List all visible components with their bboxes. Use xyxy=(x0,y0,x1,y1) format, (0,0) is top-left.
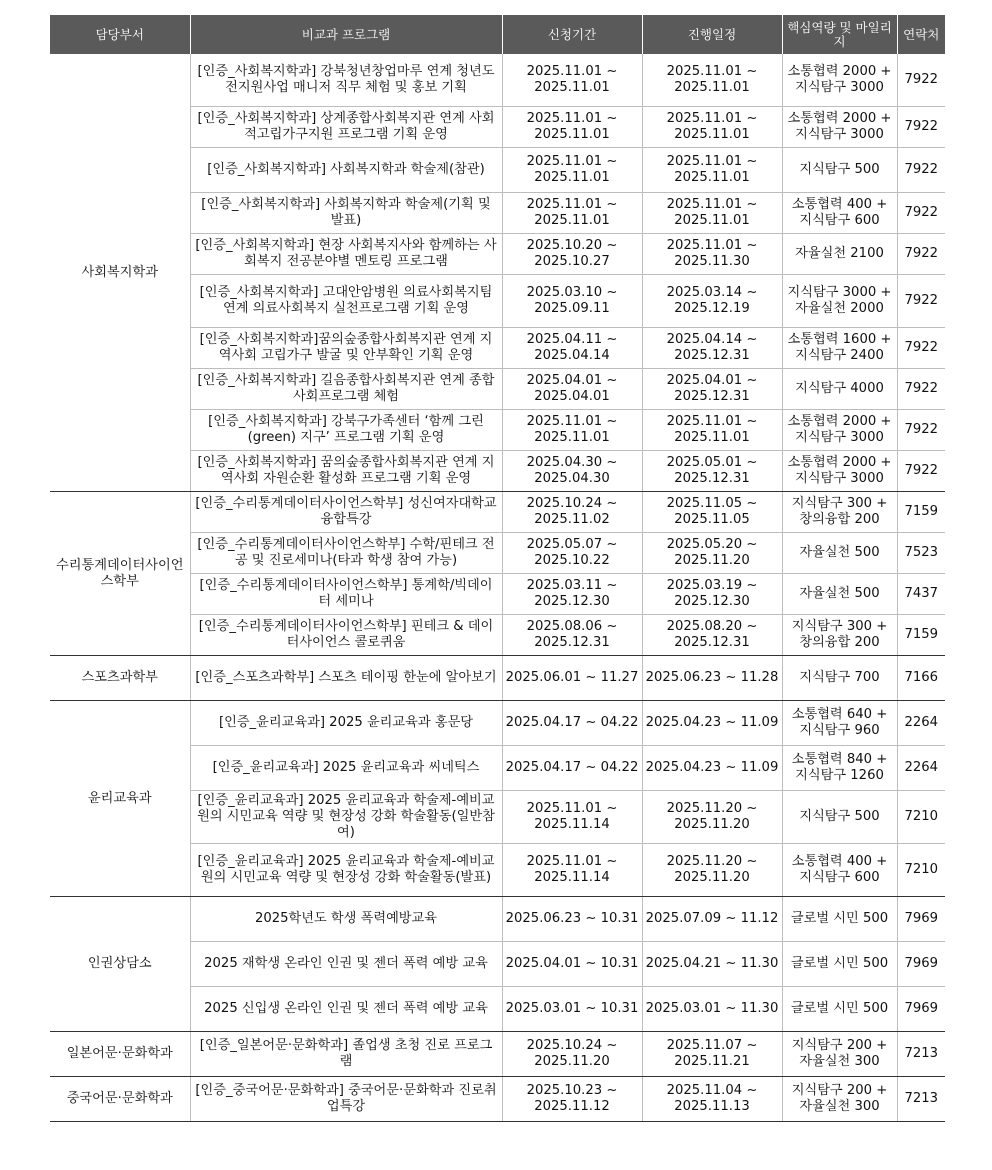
contact-cell: 2264 xyxy=(897,701,945,746)
schedule-cell: 2025.11.20 ~ 2025.11.20 xyxy=(642,791,782,844)
contact-cell: 7213 xyxy=(897,1077,945,1122)
program-cell: [인증_윤리교육과] 2025 윤리교육과 홍문당 xyxy=(190,701,502,746)
competency-cell: 소통협력 400 + 지식탐구 600 xyxy=(782,193,897,234)
schedule-cell: 2025.11.01 ~ 2025.11.01 xyxy=(642,54,782,107)
apply-period-cell: 2025.11.01 ~ 2025.11.01 xyxy=(502,54,642,107)
apply-period-cell: 2025.04.11 ~ 2025.04.14 xyxy=(502,328,642,369)
contact-cell: 7922 xyxy=(897,275,945,328)
schedule-cell: 2025.04.23 ~ 11.09 xyxy=(642,746,782,791)
table-body xyxy=(50,54,945,1122)
competency-cell: 소통협력 2000 + 지식탐구 3000 xyxy=(782,451,897,492)
table-row xyxy=(50,492,945,533)
schedule-cell: 2025.04.21 ~ 11.30 xyxy=(642,942,782,987)
competency-cell: 글로벌 시민 500 xyxy=(782,942,897,987)
schedule-cell: 2025.03.14 ~ 2025.12.19 xyxy=(642,275,782,328)
apply-period-cell: 2025.10.24 ~ 2025.11.20 xyxy=(502,1032,642,1077)
contact-cell: 7922 xyxy=(897,234,945,275)
competency-cell: 자율실천 500 xyxy=(782,533,897,574)
header-schedule: 진행일정 xyxy=(642,15,782,54)
competency-cell: 소통협력 640 + 지식탐구 960 xyxy=(782,701,897,746)
program-cell: [인증_수리통계데이터사이언스학부] 통계학/빅데이터 세미나 xyxy=(190,574,502,615)
apply-period-cell: 2025.03.01 ~ 10.31 xyxy=(502,987,642,1032)
program-cell: [인증_사회복지학과] 사회복지학과 학술제(참관) xyxy=(190,148,502,193)
contact-cell: 7523 xyxy=(897,533,945,574)
dept-cell: 스포츠과학부 xyxy=(50,656,190,701)
competency-cell: 지식탐구 200 + 자율실천 300 xyxy=(782,1032,897,1077)
schedule-cell: 2025.04.23 ~ 11.09 xyxy=(642,701,782,746)
competency-cell: 글로벌 시민 500 xyxy=(782,897,897,942)
schedule-cell: 2025.11.05 ~ 2025.11.05 xyxy=(642,492,782,533)
table-row xyxy=(50,54,945,107)
apply-period-cell: 2025.04.01 ~ 10.31 xyxy=(502,942,642,987)
schedule-cell: 2025.05.20 ~ 2025.11.20 xyxy=(642,533,782,574)
table-row xyxy=(50,1077,945,1122)
contact-cell: 7922 xyxy=(897,193,945,234)
apply-period-cell: 2025.11.01 ~ 2025.11.14 xyxy=(502,844,642,897)
schedule-cell: 2025.07.09 ~ 11.12 xyxy=(642,897,782,942)
contact-cell: 7166 xyxy=(897,656,945,701)
apply-period-cell: 2025.10.20 ~ 2025.10.27 xyxy=(502,234,642,275)
schedule-cell: 2025.11.07 ~ 2025.11.21 xyxy=(642,1032,782,1077)
apply-period-cell: 2025.10.23 ~ 2025.11.12 xyxy=(502,1077,642,1122)
apply-period-cell: 2025.04.01 ~ 2025.04.01 xyxy=(502,369,642,410)
competency-cell: 소통협력 1600 + 지식탐구 2400 xyxy=(782,328,897,369)
competency-cell: 소통협력 2000 + 지식탐구 3000 xyxy=(782,410,897,451)
header-competency: 핵심역량 및 마일리지 xyxy=(782,15,897,54)
apply-period-cell: 2025.11.01 ~ 2025.11.01 xyxy=(502,193,642,234)
contact-cell: 7922 xyxy=(897,451,945,492)
apply-period-cell: 2025.04.30 ~ 2025.04.30 xyxy=(502,451,642,492)
program-cell: [인증_일본어문·문화학과] 졸업생 초청 진로 프로그램 xyxy=(190,1032,502,1077)
contact-cell: 7922 xyxy=(897,410,945,451)
header-contact: 연락처 xyxy=(897,15,945,54)
apply-period-cell: 2025.11.01 ~ 2025.11.01 xyxy=(502,410,642,451)
program-cell: [인증_사회복지학과]꿈의숲종합사회복지관 연계 지역사회 고립가구 발굴 및 안부확인 기획 운영 xyxy=(190,328,502,369)
program-cell: 2025 재학생 온라인 인권 및 젠더 폭력 예방 교육 xyxy=(190,942,502,987)
competency-cell: 지식탐구 4000 xyxy=(782,369,897,410)
schedule-cell: 2025.11.01 ~ 2025.11.01 xyxy=(642,148,782,193)
apply-period-cell: 2025.03.10 ~ 2025.09.11 xyxy=(502,275,642,328)
program-cell: [인증_수리통계데이터사이언스학부] 핀테크 & 데이터사이언스 콜로퀴움 xyxy=(190,615,502,656)
apply-period-cell: 2025.04.17 ~ 04.22 xyxy=(502,701,642,746)
schedule-cell: 2025.11.01 ~ 2025.11.01 xyxy=(642,410,782,451)
apply-period-cell: 2025.11.01 ~ 2025.11.14 xyxy=(502,791,642,844)
dept-cell: 수리통계데이터사이언스학부 xyxy=(50,492,190,656)
program-cell: [인증_사회복지학과] 고대안암병원 의료사회복지팀 연계 의료사회복지 실천프로그램 기획 운영 xyxy=(190,275,502,328)
apply-period-cell: 2025.04.17 ~ 04.22 xyxy=(502,746,642,791)
contact-cell: 7210 xyxy=(897,791,945,844)
table-row xyxy=(50,701,945,746)
dept-cell: 일본어문·문화학과 xyxy=(50,1032,190,1077)
dept-cell: 인권상담소 xyxy=(50,897,190,1032)
program-cell: [인증_사회복지학과] 현장 사회복지사와 함께하는 사회복지 전공분야별 멘토링 프로그램 xyxy=(190,234,502,275)
contact-cell: 7922 xyxy=(897,54,945,107)
competency-cell: 지식탐구 500 xyxy=(782,791,897,844)
competency-cell: 지식탐구 300 + 창의융합 200 xyxy=(782,615,897,656)
header-row xyxy=(50,15,945,54)
schedule-cell: 2025.03.01 ~ 11.30 xyxy=(642,987,782,1032)
competency-cell: 자율실천 2100 xyxy=(782,234,897,275)
program-cell: [인증_윤리교육과] 2025 윤리교육과 학술제-예비교원의 시민교육 역량 및 현장성 강화 학술활동(일반참여) xyxy=(190,791,502,844)
program-cell: [인증_중국어문·문화학과] 중국어문·문화학과 진로취업특강 xyxy=(190,1077,502,1122)
contact-cell: 7922 xyxy=(897,328,945,369)
contact-cell: 7210 xyxy=(897,844,945,897)
schedule-cell: 2025.04.14 ~ 2025.12.31 xyxy=(642,328,782,369)
table-row xyxy=(50,1032,945,1077)
program-cell: [인증_사회복지학과] 길음종합사회복지관 연계 종합사회프로그램 체험 xyxy=(190,369,502,410)
program-cell: [인증_스포츠과학부] 스포츠 테이핑 한눈에 알아보기 xyxy=(190,656,502,701)
contact-cell: 7922 xyxy=(897,148,945,193)
header-apply-period: 신청기간 xyxy=(502,15,642,54)
apply-period-cell: 2025.11.01 ~ 2025.11.01 xyxy=(502,107,642,148)
schedule-cell: 2025.06.23 ~ 11.28 xyxy=(642,656,782,701)
dept-cell: 중국어문·문화학과 xyxy=(50,1077,190,1122)
schedule-cell: 2025.08.20 ~ 2025.12.31 xyxy=(642,615,782,656)
contact-cell: 7437 xyxy=(897,574,945,615)
contact-cell: 7922 xyxy=(897,369,945,410)
program-table xyxy=(50,15,945,1122)
contact-cell: 7969 xyxy=(897,942,945,987)
schedule-cell: 2025.11.01 ~ 2025.11.30 xyxy=(642,234,782,275)
header-program: 비교과 프로그램 xyxy=(190,15,502,54)
program-cell: 2025학년도 학생 폭력예방교육 xyxy=(190,897,502,942)
schedule-cell: 2025.11.01 ~ 2025.11.01 xyxy=(642,193,782,234)
competency-cell: 지식탐구 700 xyxy=(782,656,897,701)
apply-period-cell: 2025.06.23 ~ 10.31 xyxy=(502,897,642,942)
contact-cell: 7969 xyxy=(897,897,945,942)
apply-period-cell: 2025.08.06 ~ 2025.12.31 xyxy=(502,615,642,656)
program-cell: [인증_사회복지학과] 강북구가족센터 ‘함께 그린(green) 지구’ 프로그램 기획 운영 xyxy=(190,410,502,451)
competency-cell: 소통협력 840 + 지식탐구 1260 xyxy=(782,746,897,791)
dept-cell: 사회복지학과 xyxy=(50,54,190,492)
program-cell: [인증_윤리교육과] 2025 윤리교육과 학술제-예비교원의 시민교육 역량 및 현장성 강화 학술활동(발표) xyxy=(190,844,502,897)
contact-cell: 7213 xyxy=(897,1032,945,1077)
schedule-cell: 2025.11.20 ~ 2025.11.20 xyxy=(642,844,782,897)
competency-cell: 자율실천 500 xyxy=(782,574,897,615)
program-cell: [인증_사회복지학과] 강북청년창업마루 연계 청년도전지원사업 매니저 직무 체험 및 홍보 기획 xyxy=(190,54,502,107)
program-cell: [인증_사회복지학과] 꿈의숲종합사회복지관 연계 지역사회 자원순환 활성화 프로그램 기획 운영 xyxy=(190,451,502,492)
competency-cell: 지식탐구 3000 + 자율실천 2000 xyxy=(782,275,897,328)
program-cell: [인증_윤리교육과] 2025 윤리교육과 씨네틱스 xyxy=(190,746,502,791)
schedule-cell: 2025.04.01 ~ 2025.12.31 xyxy=(642,369,782,410)
competency-cell: 지식탐구 200 + 자율실천 300 xyxy=(782,1077,897,1122)
competency-cell: 지식탐구 500 xyxy=(782,148,897,193)
schedule-cell: 2025.11.01 ~ 2025.11.01 xyxy=(642,107,782,148)
contact-cell: 7159 xyxy=(897,492,945,533)
program-cell: 2025 신입생 온라인 인권 및 젠더 폭력 예방 교육 xyxy=(190,987,502,1032)
schedule-cell: 2025.05.01 ~ 2025.12.31 xyxy=(642,451,782,492)
program-cell: [인증_수리통계데이터사이언스학부] 수학/핀테크 전공 및 진로세미나(타과 학생 참여 가능) xyxy=(190,533,502,574)
competency-cell: 소통협력 400 + 지식탐구 600 xyxy=(782,844,897,897)
apply-period-cell: 2025.11.01 ~ 2025.11.01 xyxy=(502,148,642,193)
contact-cell: 7969 xyxy=(897,987,945,1032)
header-dept: 담당부서 xyxy=(50,15,190,54)
contact-cell: 7922 xyxy=(897,107,945,148)
schedule-cell: 2025.11.04 ~ 2025.11.13 xyxy=(642,1077,782,1122)
competency-cell: 소통협력 2000 + 지식탐구 3000 xyxy=(782,54,897,107)
apply-period-cell: 2025.10.24 ~ 2025.11.02 xyxy=(502,492,642,533)
contact-cell: 2264 xyxy=(897,746,945,791)
program-cell: [인증_사회복지학과] 사회복지학과 학술제(기획 및 발표) xyxy=(190,193,502,234)
table-row xyxy=(50,656,945,701)
table-row xyxy=(50,897,945,942)
competency-cell: 지식탐구 300 + 창의융합 200 xyxy=(782,492,897,533)
program-cell: [인증_수리통계데이터사이언스학부] 성신여자대학교 융합특강 xyxy=(190,492,502,533)
program-cell: [인증_사회복지학과] 상계종합사회복지관 연계 사회적고립가구지원 프로그램 기획 운영 xyxy=(190,107,502,148)
apply-period-cell: 2025.05.07 ~ 2025.10.22 xyxy=(502,533,642,574)
competency-cell: 소통협력 2000 + 지식탐구 3000 xyxy=(782,107,897,148)
competency-cell: 글로벌 시민 500 xyxy=(782,987,897,1032)
apply-period-cell: 2025.03.11 ~ 2025.12.30 xyxy=(502,574,642,615)
program-table-container xyxy=(50,15,945,1122)
dept-cell: 윤리교육과 xyxy=(50,701,190,897)
contact-cell: 7159 xyxy=(897,615,945,656)
schedule-cell: 2025.03.19 ~ 2025.12.30 xyxy=(642,574,782,615)
apply-period-cell: 2025.06.01 ~ 11.27 xyxy=(502,656,642,701)
